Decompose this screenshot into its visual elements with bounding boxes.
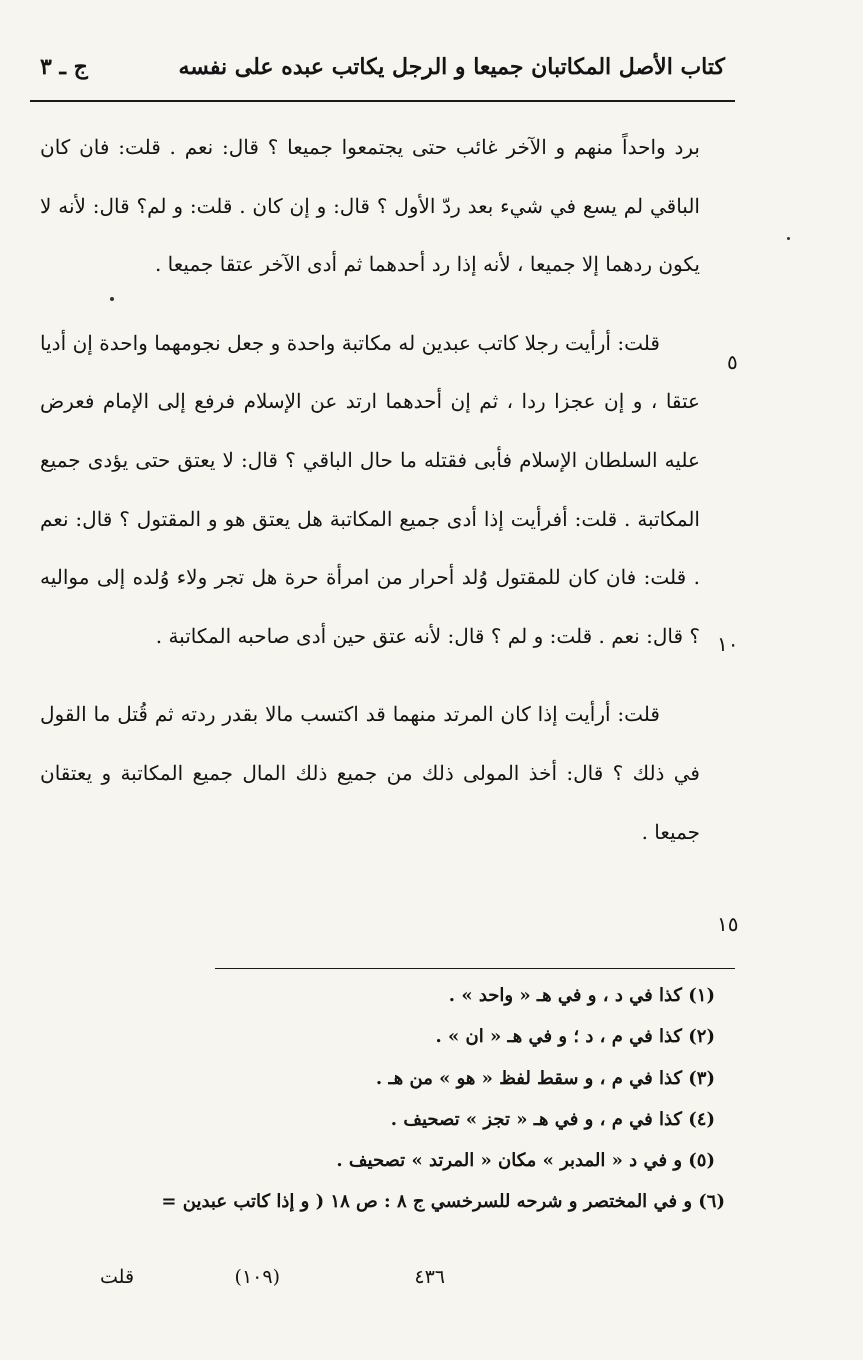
footnote: (٥) و في د « المدبر » مكان « المرتد » تصحيف . — [336, 1150, 715, 1172]
ink-speck — [787, 237, 790, 240]
footnote-rule — [215, 968, 735, 969]
footnote: (٣) كذا في م ، و سقط لفظ « هو » من هـ . — [375, 1067, 715, 1089]
line-number: ٥ — [727, 350, 738, 374]
footnotes — [30, 975, 735, 1223]
header-rule — [30, 100, 735, 102]
page-footer — [30, 1266, 735, 1302]
header-volume: ج ـ ٣ — [40, 54, 88, 80]
ink-speck — [110, 297, 114, 301]
line-number: ١٥ — [717, 912, 739, 936]
paragraph: قلت: أرأيت إذا كان المرتد منهما قد اكتسب مالا بقدر ردته ثم قُتل ما القول في ذلك ؟ قال: أخذ المولى ذلك من جميع ذلك المال جميع المكاتبة و يعتقان جميعا . — [40, 702, 700, 844]
footnote: (٢) كذا في م ، د ؛ و في هـ « ان » . — [435, 1026, 715, 1048]
footnote: (٤) كذا في م ، و في هـ « تجز » تصحيف . — [390, 1108, 715, 1130]
running-header — [30, 40, 735, 92]
main-text — [40, 118, 700, 861]
line-number: ١٠ — [717, 632, 739, 656]
paragraph: برد واحداً منهم و الآخر غائب حتى يجتمعوا جميعا ؟ قال: نعم . قلت: فان كان الباقي لم يسع في شيء بعد ردّ الأول ؟ قال: و إن كان . قلت: و لم؟ قال: لأنه لا يكون ردهما إلا جميعا ، لأنه إذا رد أحدهما ثم أدى الآخر عتقا جميعا . — [40, 135, 700, 277]
footnote: (٦) و في المختصر و شرحه للسرخسي ج ٨ : ص ١٨ ( و إذا كاتب عبدين = — [161, 1191, 725, 1213]
catchword: قلت — [100, 1266, 135, 1288]
footnote: (١) كذا في د ، و في هـ « واحد » . — [448, 985, 715, 1006]
signature-mark: (١٠٩) — [234, 1266, 280, 1288]
page-number: ٤٣٦ — [414, 1266, 445, 1288]
paragraph: قلت: أرأيت رجلا كاتب عبدين له مكاتبة واحدة و جعل نجومهما واحدة إن أديا عتقا ، و إن عجزا ردا ، ثم إن أحدهما ارتد عن الإسلام فرفع إلى الإمام فعرض عليه السلطان الإسلام فأبى فقتله ما حال الباقي ؟ قال: لا يعتق حتى يؤدى جميع المكاتبة . قلت: أفرأيت إذا أدى جميع المكاتبة هل يعتق هو و المقتول ؟ قال: نعم . قلت: فان كان للمقتول وُلد أحرار من امرأة حرة هل تجر ولاء وُلده إلى مواليه ؟ قال: نعم . قلت: و لم ؟ قال: لأنه عتق حين أدى صاحبه المكاتبة . — [40, 330, 700, 648]
header-title: كتاب الأصل المكاتبان جميعا و الرجل يكاتب عبده على نفسه — [178, 54, 725, 80]
